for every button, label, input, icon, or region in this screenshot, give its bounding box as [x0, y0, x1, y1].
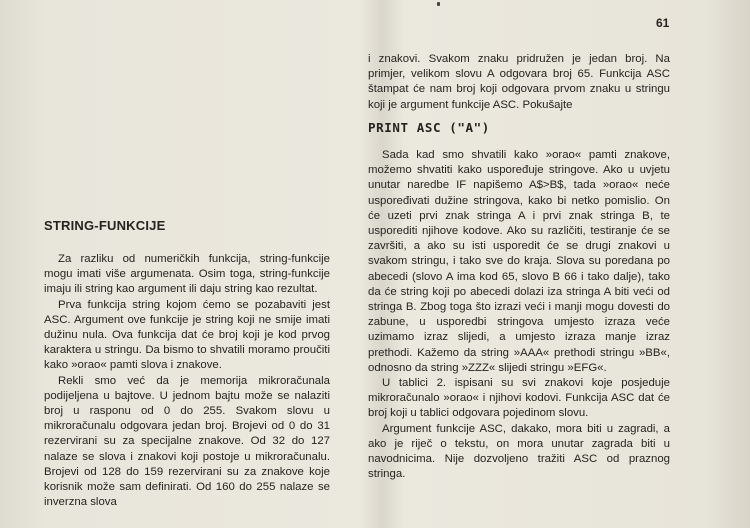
left-paragraph: Prva funkcija string kojom ćemo se pozabaviti jest ASC. Argument ove funkcije je string koji ne smije imati dužinu nula. Ova funkcija dat će broj koji je kod prvog karaktera u stringu. Da bismo to shvatili moramo proučiti kako »orao« pamti slova i znakove.: [44, 298, 330, 372]
right-column-top: [368, 52, 670, 113]
left-paragraph: Za razliku od numeričkih funkcija, string-funkcije mogu imati više argumenata. Osim toga, string-funkcije imaju ili string kao argument ili daju string kao rezultat.: [44, 253, 330, 296]
right-paragraph: Sada kad smo shvatili kako »orao« pamti znakove, možemo shvatiti kako uspoređuje stringove. Ako u uvjetu unutar naredbe IF napišemo A$>B$, tada »orao« neće uspoređivati dužine stringova, kako bi netko pomislio. On će uzeti prvi znak stringa A i prvi znak stringa B, te usporediti njihove kodove. Ako su različiti, testiranje će se završiti, a ako su isti usporedit će se drugi znakovi u svakom stringu, i tako sve do kraja. Slova su poredana po abecedi (slovo A ima kod 65, slovo B 66 i tako dalje), tako da će string koji po abecedi dolazi iza stringa A biti veći od stringa B. Zbog toga što izrazi veći i manji mogu dovesti do zabune, u usporedbi stringova umjesto izraza veće uzimamo izraz slijedi, a umjesto izraza manje izraz prethodi. Kažemo da string »AAA« prethodi stringu »BB«, odnosno da string »ZZZ« slijedi stringu »EFG«.: [368, 149, 670, 374]
section-heading: STRING-FUNKCIJE: [44, 218, 166, 233]
right-paragraph: Argument funkcije ASC, dakako, mora biti u zagradi, a ako je riječ o tekstu, on mora unutar zagrada biti u navodnicima. Nije dozvoljeno tražiti ASC od praznog stringa.: [368, 422, 670, 481]
right-column-main: [368, 148, 670, 482]
page-number: 61: [656, 16, 670, 30]
left-paragraph: Rekli smo već da je memorija mikroračunala podijeljena u bajtove. U jednom bajtu može se nalaziti broj u rasponu od 0 do 255. Svakom slovu u mikroračunalu odgovara jedan broj. Brojevi od 0 do 31 rezervirani su za specijalne znakove. Od 32 do 127 nalaze se slova i znakovi koji postoje u mikroračunalu. Brojevi od 128 do 159 rezervirani su za znakove koje korisnik može sam definirati. Od 160 do 255 nalaze se inverzna slova: [44, 374, 330, 509]
left-column: [44, 252, 330, 510]
right-paragraph: U tablici 2. ispisani su svi znakovi koje posjeduje mikroračunalo »orao« i njihovi kodovi. Funkcija ASC dat će broj koji u tablici odgovara pojedinom slovu.: [368, 377, 670, 420]
right-top-paragraph: i znakovi. Svakom znaku pridružen je jedan broj. Na primjer, velikom slovu A odgovara broj 65. Funkcija ASC štampat će nam broj koji odgovara prvom znaku u stringu koji je argument funkcije ASC. Pokušajte: [368, 53, 670, 111]
code-example-heading: PRINT ASC ("A"): [368, 120, 490, 135]
print-mark: [437, 2, 440, 6]
